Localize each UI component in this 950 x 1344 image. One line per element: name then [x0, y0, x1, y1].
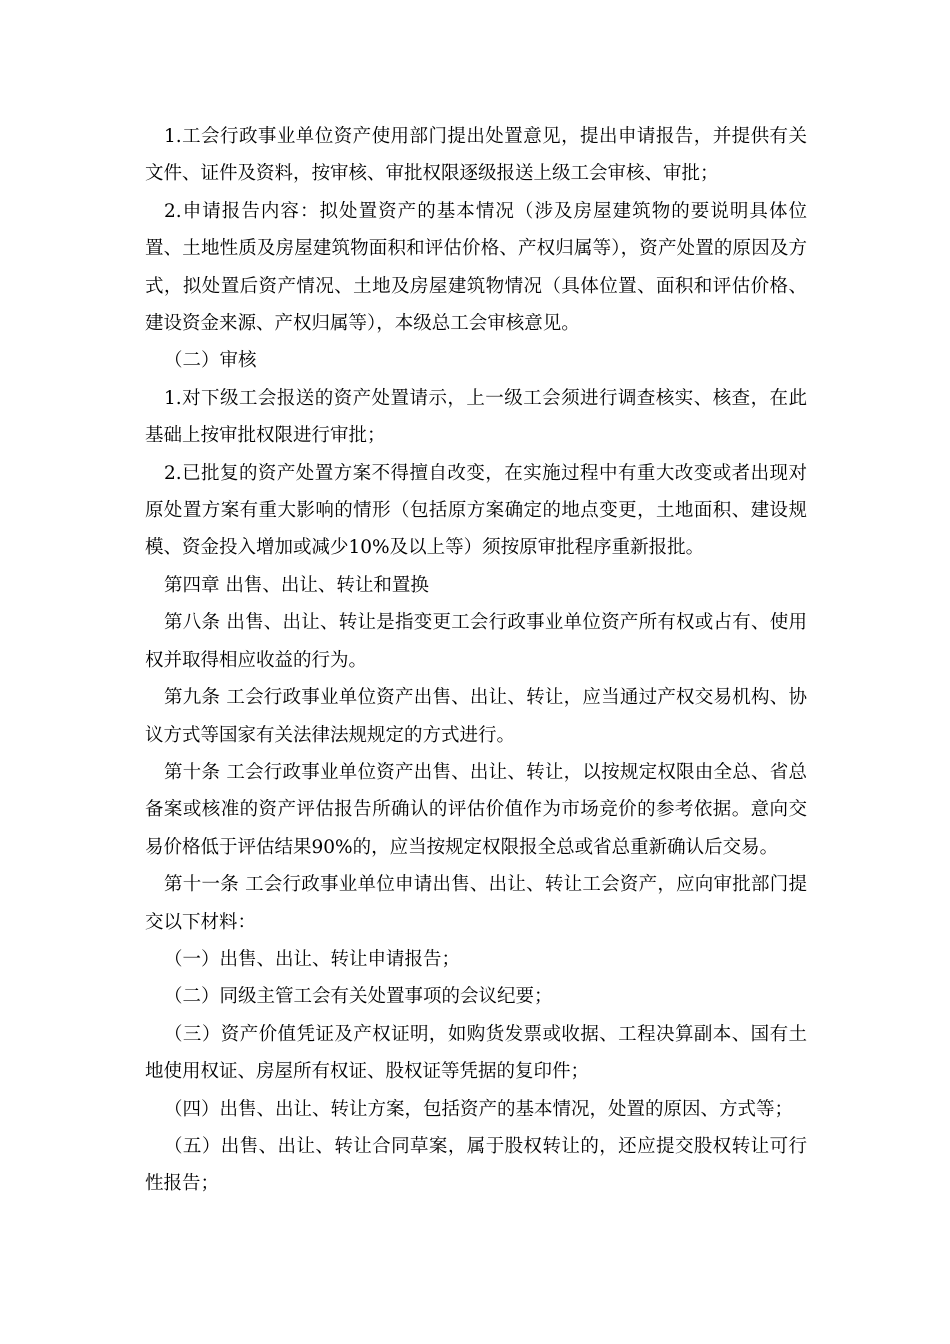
article-11-item5: （五）出售、出让、转让合同草案，属于股权转让的，还应提交股权转让可行性报告；	[145, 1135, 807, 1195]
document-page	[145, 118, 807, 1203]
article-10: 第十条 工会行政事业单位资产出售、出让、转让，以按规定权限由全总、省总备案或核准的资产评估报告所确认的评估价值作为市场竞价的参考依据。意向交易价格低于评估结果90%的，应当按规定权限报全总或省总重新确认后交易。	[145, 761, 807, 858]
section-heading-review: （二）审核	[164, 350, 257, 372]
article-8: 第八条 出售、出让、转让是指变更工会行政事业单位资产所有权或占有、使用权并取得相应收益的行为。	[145, 612, 807, 671]
article-11-item2: （二）同级主管工会有关处置事项的会议纪要；	[164, 986, 553, 1008]
paragraph-review-item1: 1.对下级工会报送的资产处置请示，上一级工会须进行调查核实、核查，在此基础上按审批权限进行审批；	[145, 387, 807, 447]
article-11-item4: （四）出售、出让、转让方案，包括资产的基本情况，处置的原因、方式等；	[164, 1098, 794, 1120]
chapter-heading-4: 第四章 出售、出让、转让和置换	[164, 574, 429, 596]
article-9: 第九条 工会行政事业单位资产出售、出让、转让，应当通过产权交易机构、协议方式等国家有关法律法规规定的方式进行。	[145, 687, 807, 746]
article-11-item3: （三）资产价值凭证及产权证明，如购货发票或收据、工程决算副本、国有土地使用权证、房屋所有权证、股权证等凭据的复印件；	[145, 1023, 807, 1083]
paragraph-item2-report-content: 2.申请报告内容：拟处置资产的基本情况（涉及房屋建筑物的要说明具体位置、土地性质及房屋建筑物面积和评估价格、产权归属等），资产处置的原因及方式，拟处置后资产情况、土地及房屋建筑物情况（具体位置、面积和评估价格、建设资金来源、产权归属等），本级总工会审核意见。	[145, 200, 807, 335]
article-11: 第十一条 工会行政事业单位申请出售、出让、转让工会资产，应向审批部门提交以下材料：	[145, 874, 807, 933]
paragraph-review-item2: 2.已批复的资产处置方案不得擅自改变，在实施过程中有重大改变或者出现对原处置方案有重大影响的情形（包括原方案确定的地点变更，土地面积、建设规模、资金投入增加或减少10%及以上等）须按原审批程序重新报批。	[145, 462, 807, 559]
paragraph-item1-application: 1.工会行政事业单位资产使用部门提出处置意见，提出申请报告，并提供有关文件、证件及资料，按审核、审批权限逐级报送上级工会审核、审批；	[145, 126, 807, 185]
article-11-item1: （一）出售、出让、转让申请报告；	[164, 948, 461, 970]
